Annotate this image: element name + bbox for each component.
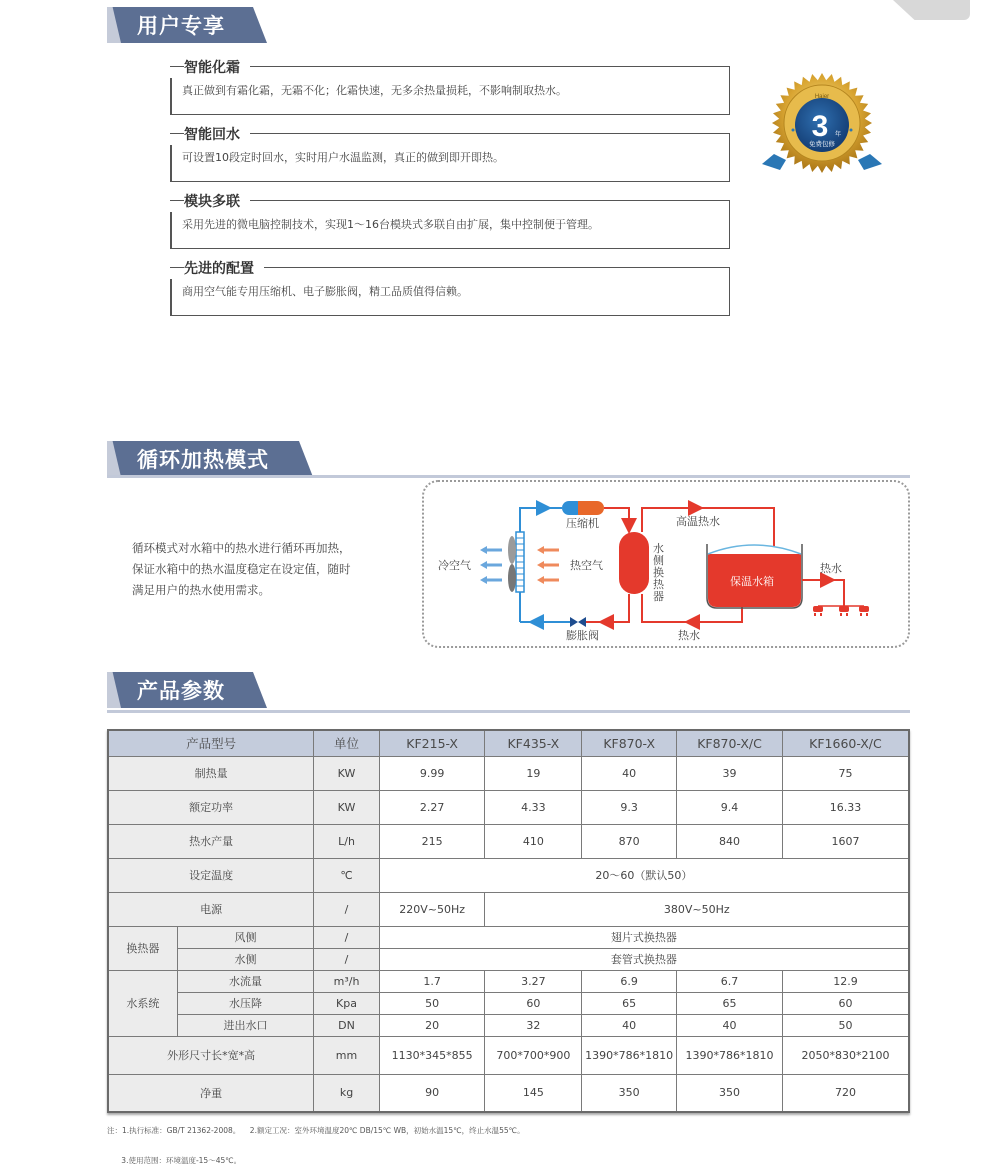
row-label: 风侧 (177, 926, 313, 948)
cell: 12.9 (782, 970, 909, 992)
table-row (108, 756, 909, 790)
section-title: 循环加热模式 (137, 448, 269, 472)
row-unit: L/h (314, 824, 380, 858)
table-row (108, 858, 909, 892)
cell: 50 (379, 992, 485, 1014)
table-row (108, 1036, 909, 1074)
cell: 20～60（默认50） (379, 858, 909, 892)
feature-text: 可设置10段定时回水，实时用户水温监测，真正的做到即开即热。 (182, 151, 504, 164)
badge-year-unit: 年 (835, 131, 842, 138)
group-label: 水系统 (108, 970, 177, 1036)
cell: 6.9 (582, 970, 677, 992)
row-unit: / (314, 892, 380, 926)
row-unit: mm (314, 1036, 380, 1074)
cell: 90 (379, 1074, 485, 1112)
header-model: 产品型号 (108, 730, 314, 756)
table-row (108, 970, 909, 992)
cell: 16.33 (782, 790, 909, 824)
feature-smart-defrost (170, 60, 730, 115)
expansion-valve-icon (570, 617, 586, 627)
feature-title: 智能化霜 (184, 57, 250, 77)
row-unit: m³/h (314, 970, 380, 992)
cell: 380V~50Hz (485, 892, 909, 926)
row-label: 额定功率 (108, 790, 314, 824)
row-label: 进出水口 (177, 1014, 313, 1036)
feature-text: 采用先进的微电脑控制技术，实现1～16台模块式多联自由扩展，集中控制便于管理。 (182, 218, 599, 231)
header-unit: 单位 (314, 730, 380, 756)
feature-text: 真正做到有霜化霜，无霜不化；化霜快速，无多余热量损耗，不影响制取热水。 (182, 84, 567, 97)
label-cold-air: 冷空气 (438, 559, 471, 572)
warranty-badge (760, 68, 884, 188)
feature-title: 先进的配置 (184, 258, 264, 278)
header-model-col: KF435-X (485, 730, 582, 756)
product-spec-table (107, 729, 910, 1113)
description-line: 保证水箱中的热水温度稳定在设定值，随时 (132, 562, 351, 576)
cell: 3.27 (485, 970, 582, 992)
table-header-row (108, 730, 909, 756)
circulation-description (132, 538, 351, 601)
cell: 145 (485, 1074, 582, 1112)
row-label: 外形尺寸长*宽*高 (108, 1036, 314, 1074)
footnote-line: 3.使用范围：环境温度-15～45℃。 (107, 1156, 242, 1165)
cell: 1390*786*1810 (677, 1036, 783, 1074)
row-unit: kg (314, 1074, 380, 1112)
fan-icon (508, 536, 516, 564)
section-divider (107, 710, 910, 713)
table-row (108, 926, 909, 948)
ribbon-left (762, 154, 786, 170)
row-label: 热水产量 (108, 824, 314, 858)
label-hot-water-out: 热水 (820, 562, 842, 575)
cell: 20 (379, 1014, 485, 1036)
badge-caption: 免费包修 (809, 140, 835, 148)
description-line: 满足用户的热水使用需求。 (132, 583, 270, 597)
faucet-icons (813, 606, 869, 616)
cell: 9.99 (379, 756, 485, 790)
label-compressor: 压缩机 (566, 517, 599, 530)
row-unit: KW (314, 756, 380, 790)
cell: 6.7 (677, 970, 783, 992)
table-row (108, 948, 909, 970)
cell: 840 (677, 824, 783, 858)
row-unit: / (314, 926, 380, 948)
cell: 60 (782, 992, 909, 1014)
label-tank: 保温水箱 (730, 575, 774, 588)
description-line: 循环模式对水箱中的热水进行循环再加热， (132, 541, 351, 555)
row-unit: DN (314, 1014, 380, 1036)
cell: 1607 (782, 824, 909, 858)
header-model-col: KF870-X/C (677, 730, 783, 756)
table-row (108, 992, 909, 1014)
cell: 50 (782, 1014, 909, 1036)
cell: 套管式换热器 (379, 948, 909, 970)
cell: 65 (677, 992, 783, 1014)
cell: 700*700*900 (485, 1036, 582, 1074)
feature-advanced-config (170, 261, 730, 316)
cell: 4.33 (485, 790, 582, 824)
cell: 870 (582, 824, 677, 858)
row-unit: / (314, 948, 380, 970)
cell: 2050*830*2100 (782, 1036, 909, 1074)
label-hot-air: 热空气 (570, 559, 603, 572)
cell: 40 (582, 1014, 677, 1036)
cell: 40 (582, 756, 677, 790)
row-label: 水侧 (177, 948, 313, 970)
circulation-diagram (422, 480, 910, 648)
cell: 32 (485, 1014, 582, 1036)
label-heat-exchanger: 水 侧 换 热 器 (653, 542, 664, 603)
badge-years: 3 (811, 110, 829, 143)
cell: 39 (677, 756, 783, 790)
cell: 350 (582, 1074, 677, 1112)
ribbon-right (858, 154, 882, 170)
footnote-line: 注：1.执行标准：GB/T 21362-2008。 2.额定工况：室外环境温度20℃ DB/15℃ WB，初始水温15℃，终止水温55℃。 (107, 1126, 525, 1135)
cold-air-arrows (486, 550, 502, 580)
cell: 60 (485, 992, 582, 1014)
cell: 9.4 (677, 790, 783, 824)
feature-smart-return-water (170, 127, 730, 182)
water-heat-exchanger (619, 532, 649, 594)
feature-title: 模块多联 (184, 191, 250, 211)
corner-decoration (893, 0, 970, 20)
cell: 220V~50Hz (379, 892, 485, 926)
table-row (108, 1014, 909, 1036)
cell: 19 (485, 756, 582, 790)
label-hot-water-return: 热水 (678, 629, 700, 642)
row-label: 制热量 (108, 756, 314, 790)
cell: 65 (582, 992, 677, 1014)
table-row (108, 892, 909, 926)
row-label: 电源 (108, 892, 314, 926)
cell: 1130*345*855 (379, 1036, 485, 1074)
cell: 2.27 (379, 790, 485, 824)
row-unit: Kpa (314, 992, 380, 1014)
feature-title: 智能回水 (184, 124, 250, 144)
hot-air-arrows (543, 550, 559, 580)
cell: 350 (677, 1074, 783, 1112)
row-unit: KW (314, 790, 380, 824)
cell: 215 (379, 824, 485, 858)
header-model-col: KF215-X (379, 730, 485, 756)
row-label: 水流量 (177, 970, 313, 992)
cell: 翅片式换热器 (379, 926, 909, 948)
section-title: 产品参数 (137, 679, 225, 703)
label-high-temp-water: 高温热水 (676, 515, 720, 528)
row-label: 净重 (108, 1074, 314, 1112)
section-title: 用户专享 (137, 14, 225, 38)
table-row (108, 824, 909, 858)
row-label: 水压降 (177, 992, 313, 1014)
cell: 9.3 (582, 790, 677, 824)
badge-brand: Haier (814, 94, 830, 100)
footnotes (107, 1106, 525, 1176)
cell: 1390*786*1810 (582, 1036, 677, 1074)
cell: 1.7 (379, 970, 485, 992)
row-unit: ℃ (314, 858, 380, 892)
feature-module-linkage (170, 194, 730, 249)
section-divider (107, 475, 910, 478)
cell: 75 (782, 756, 909, 790)
row-label: 设定温度 (108, 858, 314, 892)
header-model-col: KF1660-X/C (782, 730, 909, 756)
table-row (108, 790, 909, 824)
group-label: 换热器 (108, 926, 177, 970)
label-expansion-valve: 膨胀阀 (566, 629, 599, 642)
feature-text: 商用空气能专用压缩机、电子膨胀阀，精工品质值得信赖。 (182, 285, 468, 298)
cell: 410 (485, 824, 582, 858)
cell: 40 (677, 1014, 783, 1036)
header-model-col: KF870-X (582, 730, 677, 756)
cell: 720 (782, 1074, 909, 1112)
